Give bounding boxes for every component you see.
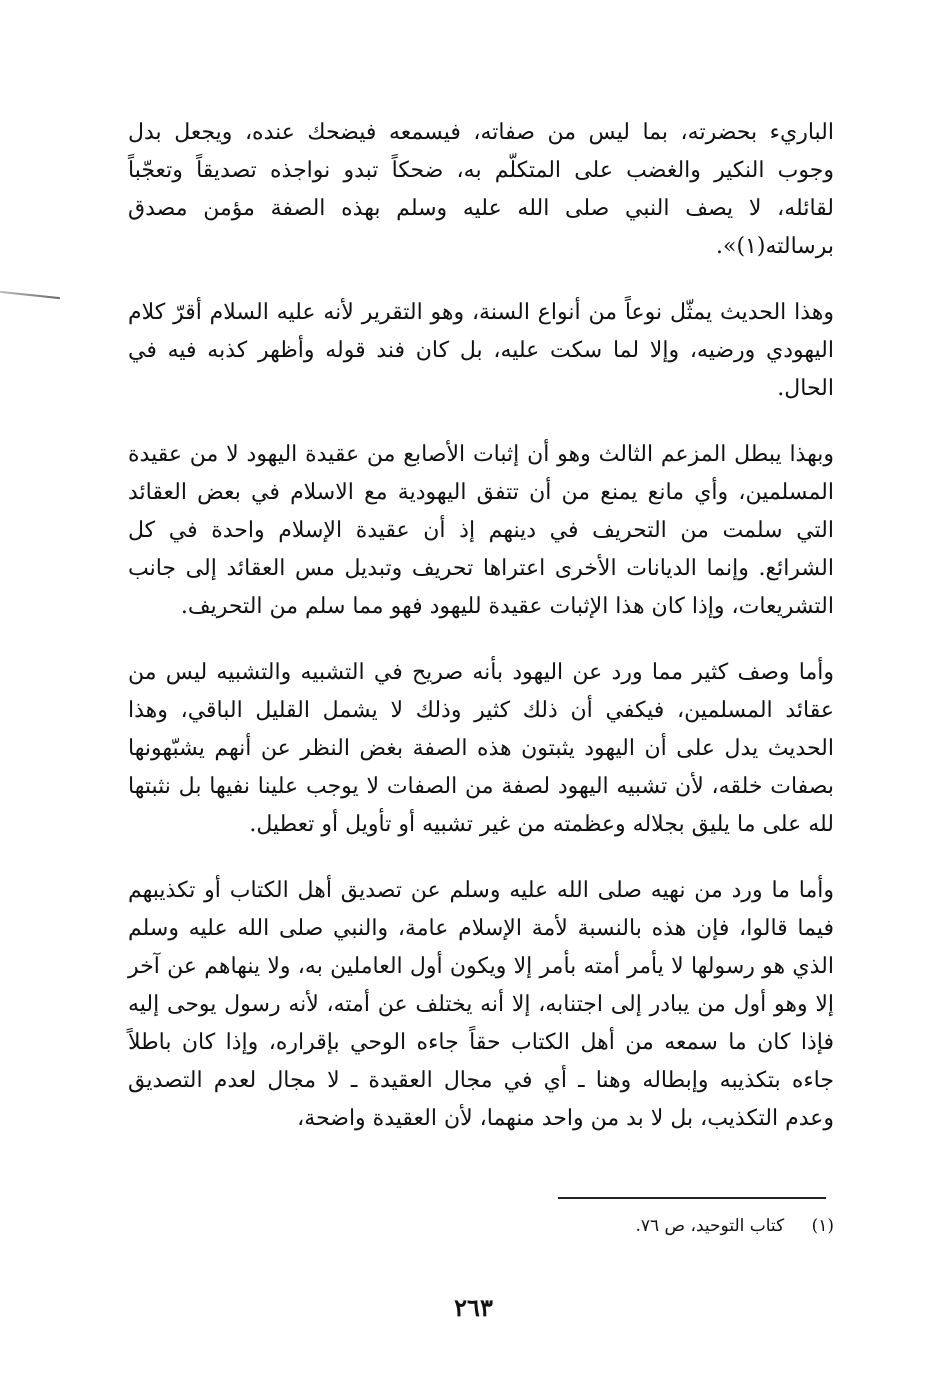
paragraph-1: الباريء بحضرته، بما ليس من صفاته، فيسمعه فيضحك عنده، ويجعل بدل وجوب النكير والغضب على المتكلّم به، ضحكاً تبدو نواجذه تصديقاً وتعجّباً لقائله، لا يصف النبي صلى الله عليه وسلم بهذه الصفة مؤمن مصدق برسالته(١)». — [128, 120, 834, 259]
paragraph-3: وبهذا يبطل المزعم الثالث وهو أن إثبات الأصابع من عقيدة اليهود لا من عقيدة المسلمين، وأي مانع يمنع من أن تتفق اليهودية مع الاسلام في بعض العقائد التي سلمت من التحريف في دينهم إذ أن عقيدة الإسلام واحدة في كل الشرائع. وإنما الديانات الأخرى اعتراها تحريف وتبديل مس العقائد إلى جانب التشريعات، وإذا كان هذا الإثبات عقيدة لليهود فهو مما سلم من التحريف. — [128, 442, 834, 619]
paragraph-2: وهذا الحديث يمثّل نوعاً من أنواع السنة، وهو التقرير لأنه عليه السلام أقرّ كلام اليهودي ورضيه، وإلا لما سكت عليه، بل كان فند قوله وأظهر كذبه فيه في الحال. — [128, 300, 834, 401]
footnote — [500, 1214, 834, 1238]
footnote-divider — [558, 1197, 826, 1199]
scan-mark — [0, 291, 60, 299]
footnote-number: (١) — [811, 1216, 834, 1236]
footnote-text: كتاب التوحيد، ص ٧٦. — [635, 1216, 785, 1236]
paragraph-5: وأما ما ورد من نهيه صلى الله عليه وسلم عن تصديق أهل الكتاب أو تكذيبهم فيما قالوا، فإن هذه بالنسبة لأمة الإسلام عامة، والنبي صلى الله عليه وسلم الذي هو رسولها لا يأمر أمته بأمر إلا ويكون أول العاملين به، ولا ينهاهم عن آخر إلا وهو أول من يبادر إلى اجتنابه، إلا أنه يختلف عن أمته، لأنه رسول يوحى إليه فإذا كان ما سمعه من أهل الكتاب حقاً جاءه الوحي بإقراره، وإذا كان باطلاً جاءه بتكذيبه وإبطاله وهنا ـ أي في مجال العقيدة ـ لا مجال لعدم التصديق وعدم التكذيب، بل لا بد من واحد منهما، لأن العقيدة واضحة، — [128, 878, 834, 1131]
body-text — [128, 114, 834, 1166]
page-number: ٢٦٣ — [454, 1293, 493, 1322]
paragraph-4: وأما وصف كثير مما ورد عن اليهود بأنه صريح في التشبيه والتشبيه ليس من عقائد المسلمين، فيكفي أن ذلك كثير وذلك لا يشمل القليل الباقي، وهذا الحديث يدل على أن اليهود يثبتون هذه الصفة بغض النظر عن أنهم يشبّهونها بصفات خلقه، لأن تشبيه اليهود لصفة من الصفات لا يوجب علينا نفيها بل نثبتها لله على ما يليق بجلاله وعظمته من غير تشبيه أو تأويل أو تعطيل. — [128, 660, 834, 837]
